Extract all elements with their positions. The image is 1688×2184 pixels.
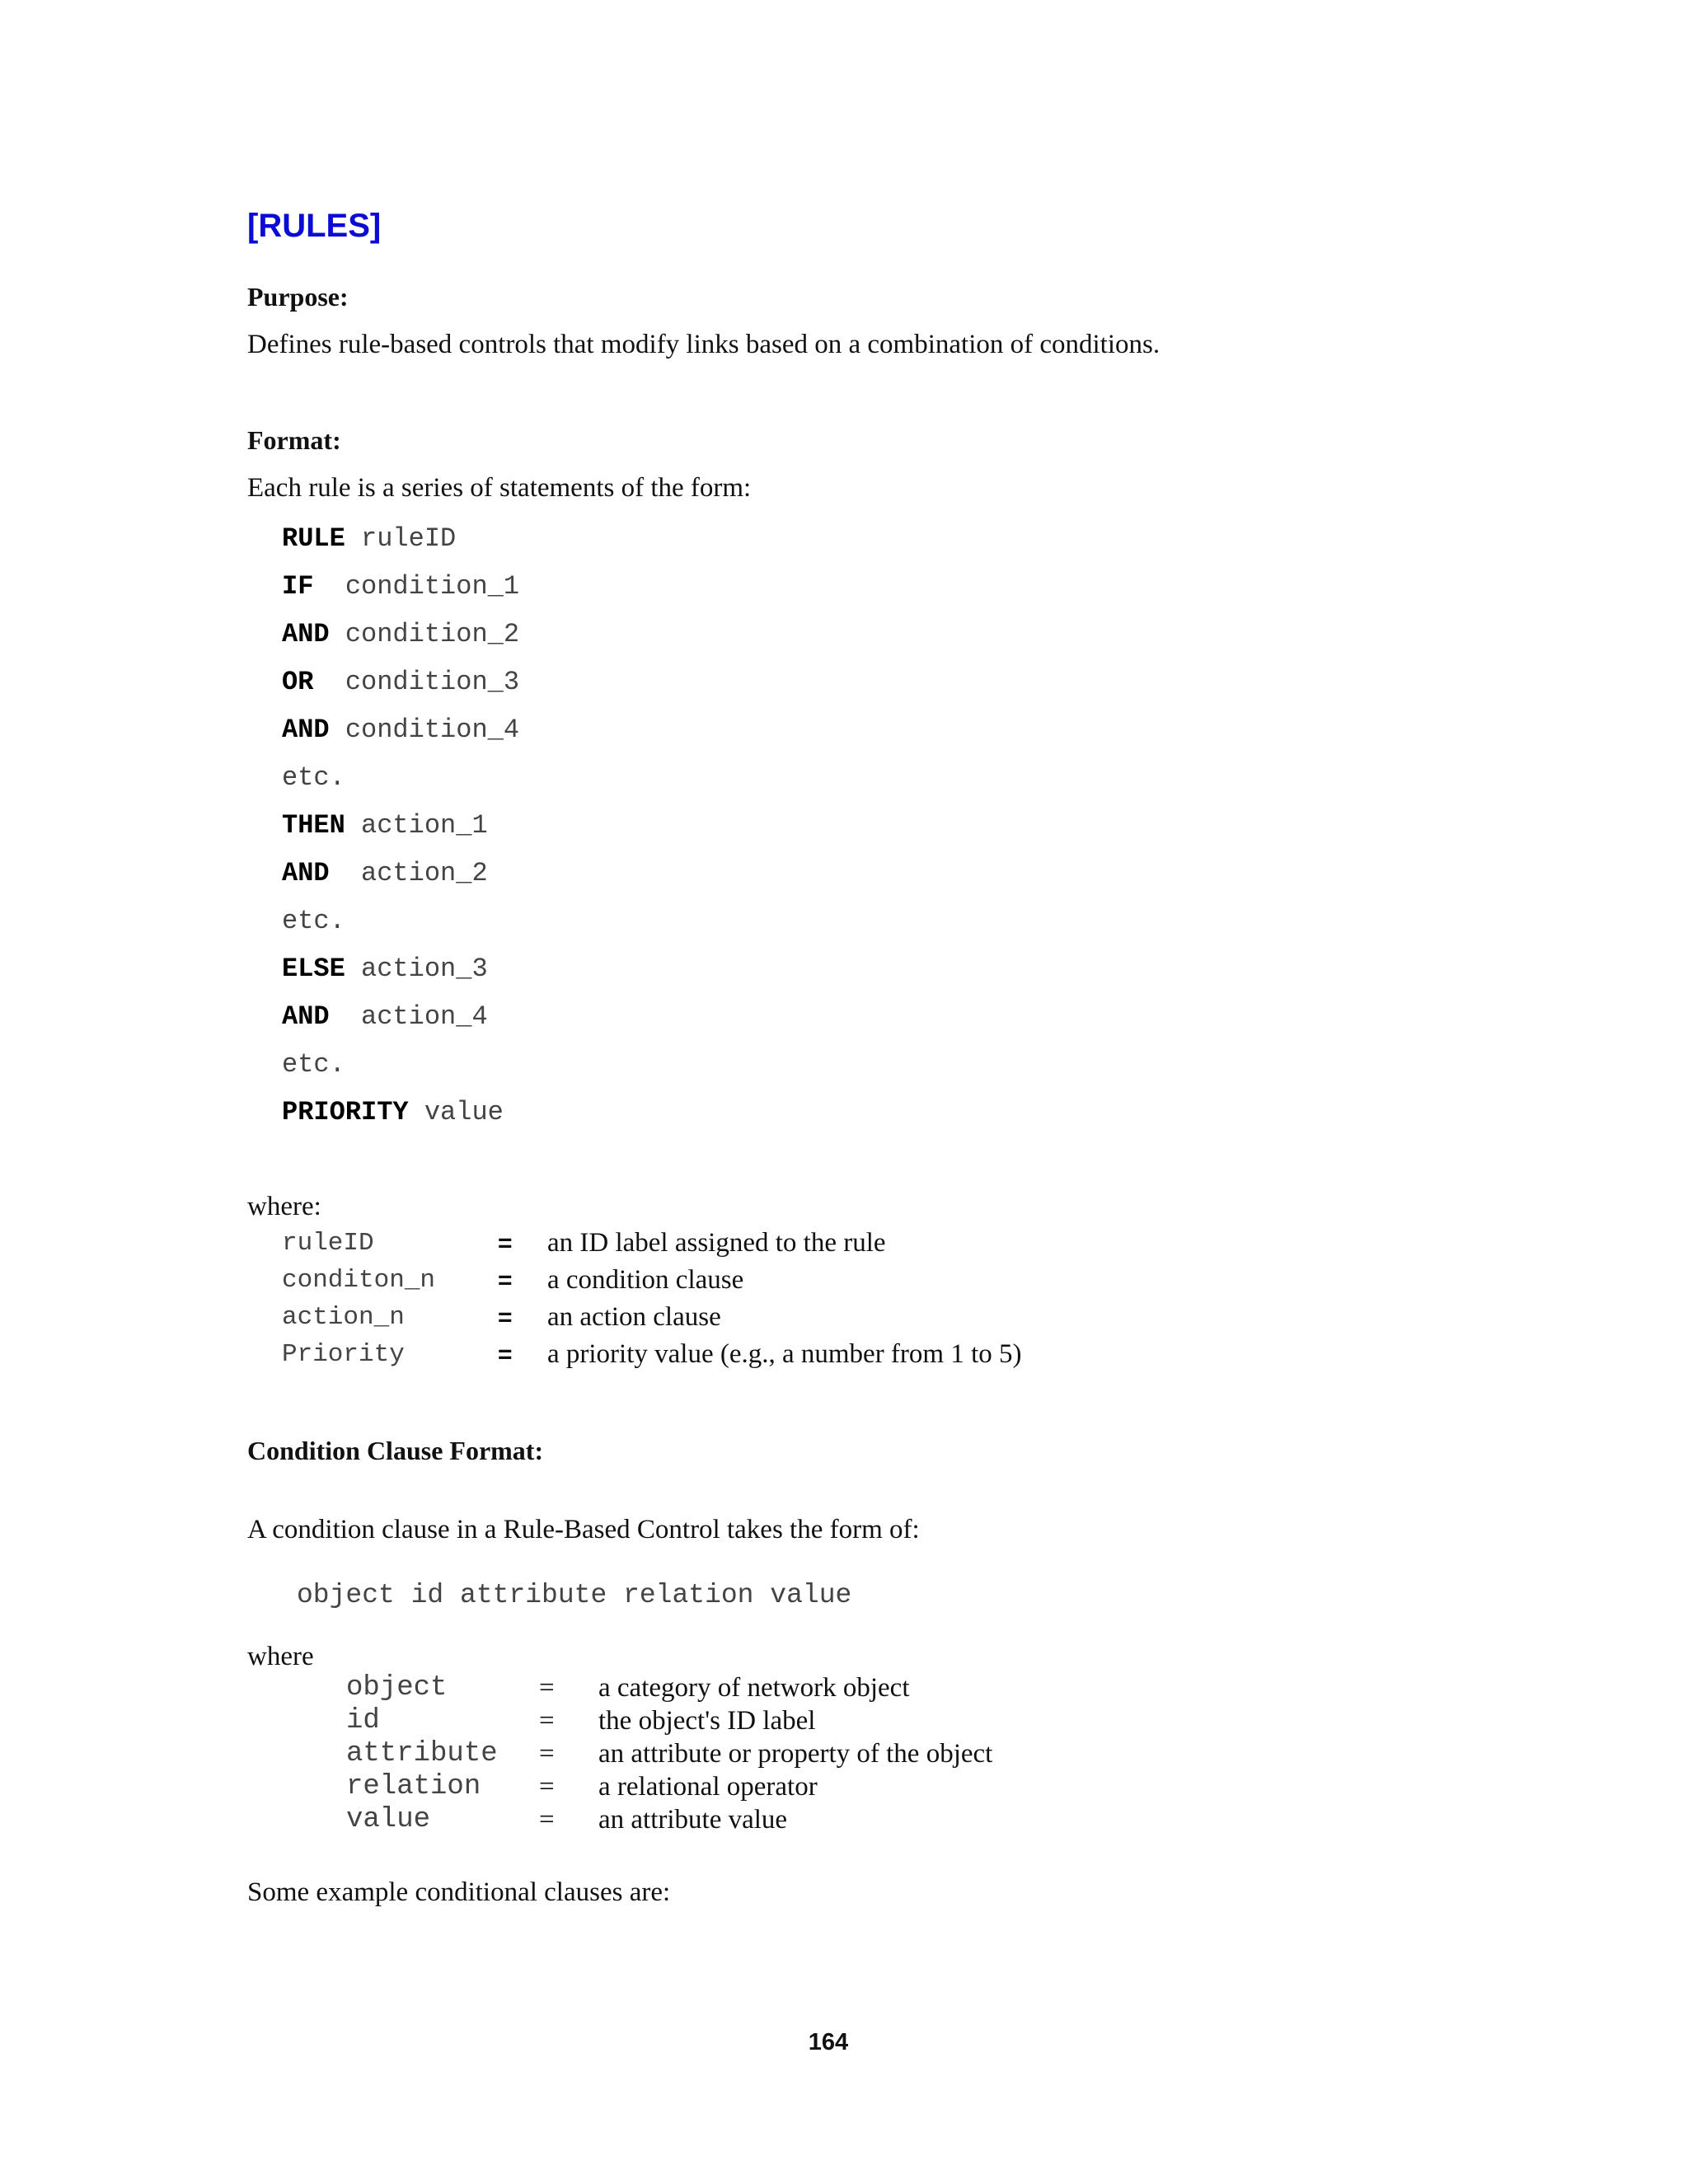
definition-row [282,1262,1189,1299]
definition-text: an action clause [547,1302,721,1332]
equals-sign: = [539,1805,555,1835]
code-separator [409,1097,424,1127]
code-separator [345,954,361,984]
code-argument: action_4 [361,1001,488,1032]
equals-sign: = [539,1772,555,1802]
code-keyword: PRIORITY [282,1097,409,1127]
code-line [282,999,519,1047]
section-heading: [RULES] [247,208,382,244]
definition-term: ruleID [282,1229,374,1258]
code-line [282,712,519,760]
code-separator [330,858,361,888]
page-number: 164 [808,2029,849,2055]
code-separator [330,619,345,649]
code-keyword: AND [282,619,330,649]
condition-clause-code: object id attribute relation value [297,1580,852,1610]
equals-sign: = [498,1267,513,1294]
code-argument: action_1 [361,810,488,841]
code-keyword: AND [282,858,330,888]
definition-row [346,1770,1170,1803]
definition-text: the object's ID label [598,1706,816,1736]
definition-row [282,1299,1189,1336]
code-argument: condition_3 [345,667,520,697]
definition-row [282,1336,1189,1373]
condition-clause-intro: A condition clause in a Rule-Based Control takes the form of: [247,1515,920,1544]
examples-intro: Some example conditional clauses are: [247,1877,671,1907]
code-argument: condition_4 [345,715,520,745]
condition-clause-label: Condition Clause Format: [247,1436,544,1465]
definition-term: attribute [346,1738,498,1769]
format-label: Format: [247,425,341,455]
code-line [282,664,519,712]
code-keyword: AND [282,1001,330,1032]
code-separator [345,523,361,554]
code-argument: etc. [282,762,345,793]
definition-term: action_n [282,1303,405,1332]
code-keyword: ELSE [282,954,345,984]
definition-text: a condition clause [547,1265,744,1295]
code-argument: etc. [282,906,345,936]
code-argument: condition_2 [345,619,520,649]
code-separator [330,1001,361,1032]
definition-term: id [346,1705,380,1736]
definition-term: value [346,1804,431,1835]
equals-sign: = [539,1739,555,1769]
code-keyword: THEN [282,810,345,841]
definition-row [346,1803,1170,1836]
code-line [282,808,519,855]
definition-row [346,1671,1170,1704]
code-argument: etc. [282,1049,345,1080]
definition-text: a relational operator [598,1772,818,1802]
where-label: where: [247,1192,321,1221]
definition-text: a priority value (e.g., a number from 1 to 5) [547,1339,1022,1369]
definition-row [346,1737,1170,1770]
format-intro: Each rule is a series of statements of the form: [247,473,752,503]
code-line [282,903,519,951]
condition-definitions [346,1671,1170,1836]
definition-term: Priority [282,1340,405,1369]
equals-sign: = [498,1304,513,1331]
code-keyword: IF [282,571,314,602]
code-keyword: RULE [282,523,345,554]
definition-text: an attribute or property of the object [598,1739,993,1769]
definition-text: a category of network object [598,1673,910,1703]
code-argument: ruleID [361,523,457,554]
code-separator [313,667,345,697]
equals-sign: = [498,1341,513,1368]
code-line [282,760,519,808]
code-separator [313,571,345,602]
code-keyword: AND [282,715,330,745]
equals-sign: = [539,1673,555,1703]
condition-where-label: where [247,1642,314,1671]
definition-term: object [346,1672,448,1704]
code-line [282,951,519,999]
code-line [282,855,519,903]
code-line [282,521,519,569]
code-separator [345,810,361,841]
purpose-label: Purpose: [247,282,349,312]
definition-row [346,1704,1170,1737]
code-argument: action_2 [361,858,488,888]
definition-term: relation [346,1771,481,1802]
purpose-text: Defines rule-based controls that modify links based on a combination of conditions. [247,330,1160,359]
definition-row [282,1225,1189,1262]
equals-sign: = [498,1230,513,1257]
code-line [282,616,519,664]
code-line [282,1047,519,1094]
code-argument: value [424,1097,504,1127]
code-argument: condition_1 [345,571,520,602]
definition-text: an ID label assigned to the rule [547,1228,886,1258]
code-line [282,569,519,616]
code-keyword: OR [282,667,314,697]
definition-term: conditon_n [282,1266,436,1295]
definition-text: an attribute value [598,1805,788,1835]
code-argument: action_3 [361,954,488,984]
where-definitions [282,1225,1189,1373]
equals-sign: = [539,1706,555,1736]
code-line [282,1094,519,1142]
rule-format-code [282,521,519,1142]
code-separator [330,715,345,745]
